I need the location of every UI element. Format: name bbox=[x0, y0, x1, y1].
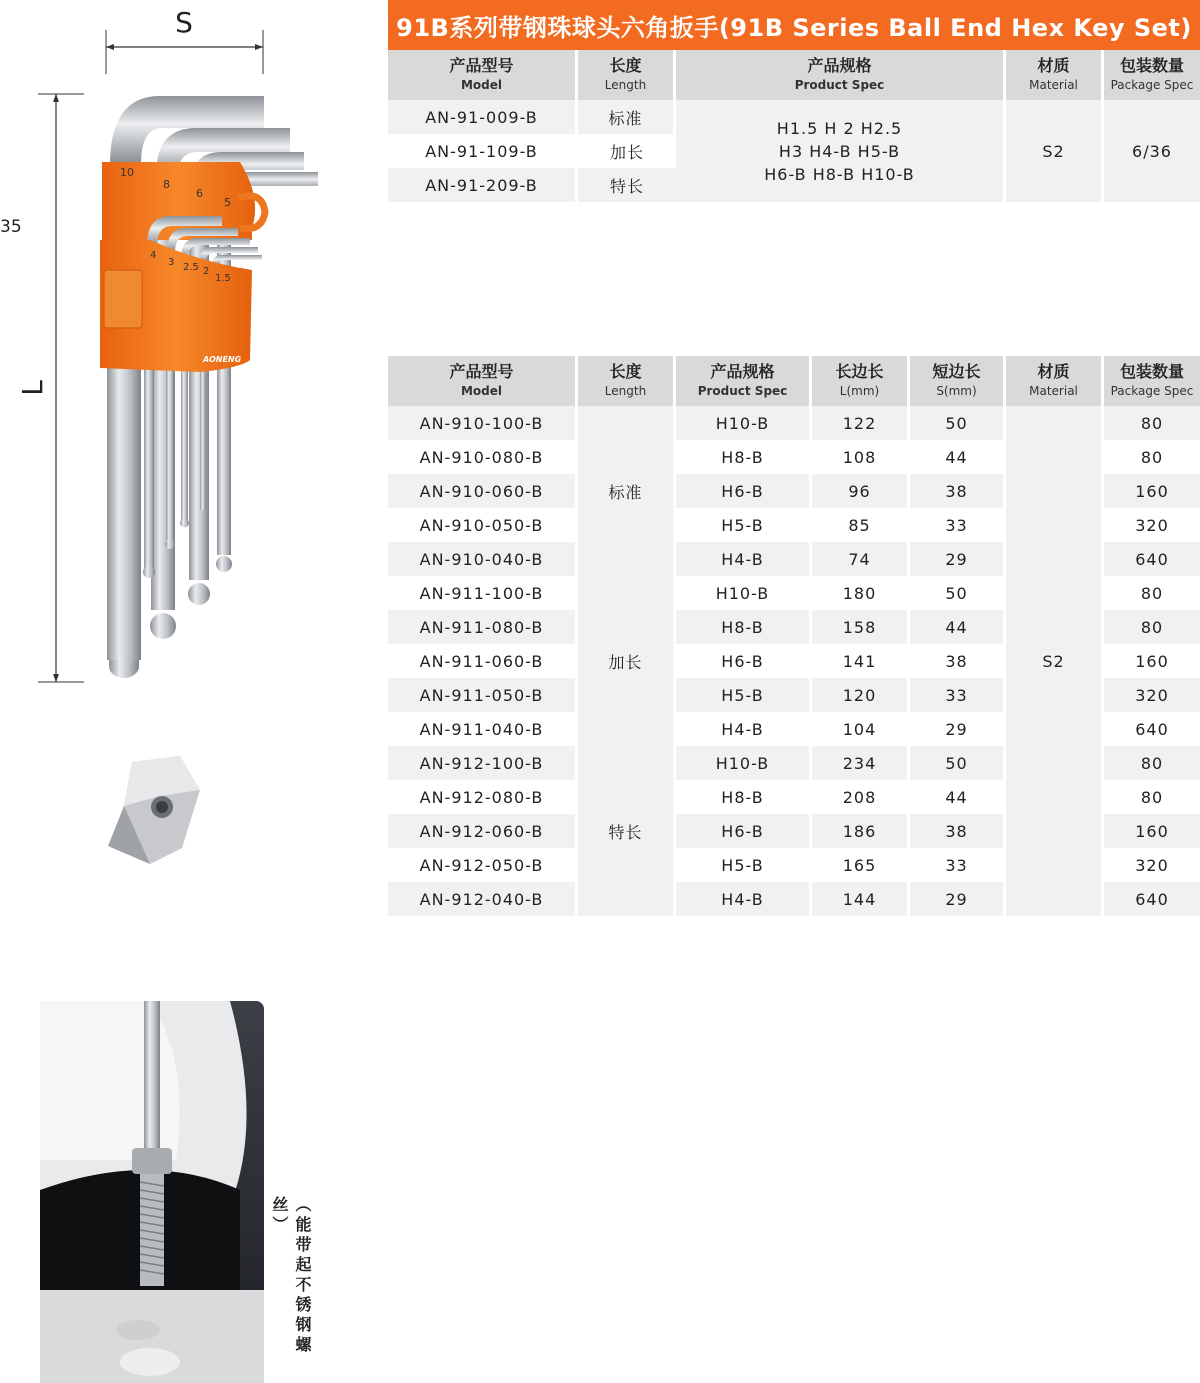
package-cell: 320 bbox=[1104, 848, 1200, 882]
model-cell: AN-910-060-B bbox=[388, 474, 578, 508]
short-side-cell: 33 bbox=[910, 678, 1006, 712]
header-material: 材质 Material bbox=[1006, 356, 1104, 406]
long-side-cell: 108 bbox=[812, 440, 910, 474]
spec-cell: H10-B bbox=[676, 746, 812, 780]
key-5-long-leg bbox=[217, 210, 231, 555]
spec-cell: H10-B bbox=[676, 406, 812, 440]
model-cell: AN-911-080-B bbox=[388, 610, 578, 644]
ball-end-8 bbox=[150, 613, 176, 639]
size-label-8: 8 bbox=[163, 178, 170, 191]
spec-cell: H5-B bbox=[676, 678, 812, 712]
size-label-10: 10 bbox=[120, 166, 134, 179]
ball-end-6 bbox=[188, 583, 210, 605]
size-label-3: 3 bbox=[168, 257, 175, 268]
header-short-side: 短边长 S(mm) bbox=[910, 356, 1006, 406]
model-cell: AN-911-040-B bbox=[388, 712, 578, 746]
set-spec-table bbox=[388, 50, 1200, 202]
size-label-1-5: 1.5 bbox=[215, 273, 231, 284]
long-side-cell: 96 bbox=[812, 474, 910, 508]
package-cell: 160 bbox=[1104, 814, 1200, 848]
short-side-cell: 50 bbox=[910, 746, 1006, 780]
long-side-cell: 144 bbox=[812, 882, 910, 916]
header-length: 长度 Length bbox=[578, 50, 676, 100]
long-side-cell: 141 bbox=[812, 644, 910, 678]
long-side-cell: 165 bbox=[812, 848, 910, 882]
model-cell: AN-910-050-B bbox=[388, 508, 578, 542]
short-side-cell: 38 bbox=[910, 474, 1006, 508]
short-side-cell: 50 bbox=[910, 406, 1006, 440]
model-cell: AN-910-100-B bbox=[388, 406, 578, 440]
package-cell: 160 bbox=[1104, 644, 1200, 678]
model-cell: AN-910-040-B bbox=[388, 542, 578, 576]
model-cell: AN-912-050-B bbox=[388, 848, 578, 882]
package-cell: 160 bbox=[1104, 474, 1200, 508]
model-cell: AN-91-009-B bbox=[388, 100, 578, 134]
product-illustration bbox=[0, 0, 380, 1383]
package-cell: 80 bbox=[1104, 576, 1200, 610]
long-side-cell: 120 bbox=[812, 678, 910, 712]
header-long-side: 长边长 L(mm) bbox=[812, 356, 910, 406]
header-package: 包装数量 Package Spec bbox=[1104, 356, 1200, 406]
short-side-cell: 38 bbox=[910, 814, 1006, 848]
ball-end-5 bbox=[216, 556, 232, 572]
spec-cell: H1.5 H 2 H2.5 H3 H4-B H5-B H6-B H8-B H10-B bbox=[676, 100, 1006, 202]
short-side-cell: 44 bbox=[910, 780, 1006, 814]
table-row bbox=[388, 100, 1200, 134]
short-side-cell: 50 bbox=[910, 576, 1006, 610]
dim-l-label: L bbox=[16, 380, 49, 396]
short-side-cell: 44 bbox=[910, 610, 1006, 644]
length-cell: 标准 bbox=[578, 100, 676, 134]
model-cell: AN-912-100-B bbox=[388, 746, 578, 780]
package-cell: 640 bbox=[1104, 882, 1200, 916]
long-side-cell: 122 bbox=[812, 406, 910, 440]
spec-cell: H4-B bbox=[676, 882, 812, 916]
table-row bbox=[388, 406, 1200, 440]
short-side-cell: 38 bbox=[910, 644, 1006, 678]
ball-end-10 bbox=[109, 660, 139, 678]
model-cell: AN-910-080-B bbox=[388, 440, 578, 474]
long-side-cell: 208 bbox=[812, 780, 910, 814]
short-side-cell: 33 bbox=[910, 848, 1006, 882]
length-group-cell: 特长 bbox=[578, 746, 676, 916]
size-label-6: 6 bbox=[196, 187, 203, 200]
dim-s-label: S bbox=[175, 6, 193, 39]
long-side-cell: 104 bbox=[812, 712, 910, 746]
spec-cell: H10-B bbox=[676, 576, 812, 610]
length-group-cell: 加长 bbox=[578, 576, 676, 746]
spec-cell: H5-B bbox=[676, 848, 812, 882]
length-cell: 加长 bbox=[578, 134, 676, 168]
size-label-2-5: 2.5 bbox=[183, 262, 199, 273]
brand-logo-text: AONENG bbox=[203, 355, 242, 364]
spec-cell: H6-B bbox=[676, 474, 812, 508]
spec-cell: H8-B bbox=[676, 610, 812, 644]
long-side-cell: 74 bbox=[812, 542, 910, 576]
model-cell: AN-91-209-B bbox=[388, 168, 578, 202]
material-cell: S2 bbox=[1006, 406, 1104, 916]
size-label-4: 4 bbox=[150, 250, 157, 261]
ball-end-closeup bbox=[108, 756, 200, 864]
model-cell: AN-911-100-B bbox=[388, 576, 578, 610]
individual-spec-table bbox=[388, 356, 1200, 916]
header-product-spec: 产品规格 Product Spec bbox=[676, 50, 1006, 100]
package-cell: 640 bbox=[1104, 542, 1200, 576]
material-cell: S2 bbox=[1006, 100, 1104, 202]
short-side-cell: 29 bbox=[910, 712, 1006, 746]
model-cell: AN-911-060-B bbox=[388, 644, 578, 678]
model-cell: AN-911-050-B bbox=[388, 678, 578, 712]
package-cell: 320 bbox=[1104, 678, 1200, 712]
spec-cell: H4-B bbox=[676, 542, 812, 576]
short-side-cell: 29 bbox=[910, 542, 1006, 576]
photo-caption: （能带起不锈钢螺丝） bbox=[270, 1196, 312, 1356]
spec-cell: H4-B bbox=[676, 712, 812, 746]
short-side-cell: 44 bbox=[910, 440, 1006, 474]
package-cell: 640 bbox=[1104, 712, 1200, 746]
package-cell: 320 bbox=[1104, 508, 1200, 542]
package-cell: 80 bbox=[1104, 406, 1200, 440]
long-side-cell: 234 bbox=[812, 746, 910, 780]
package-cell: 80 bbox=[1104, 440, 1200, 474]
model-cell: AN-91-109-B bbox=[388, 134, 578, 168]
long-side-cell: 158 bbox=[812, 610, 910, 644]
package-cell: 80 bbox=[1104, 746, 1200, 780]
table-header-row bbox=[388, 356, 1200, 406]
header-material: 材质 Material bbox=[1006, 50, 1104, 100]
header-package: 包装数量 Package Spec bbox=[1104, 50, 1200, 100]
spec-cell: H6-B bbox=[676, 814, 812, 848]
header-model: 产品型号 Model bbox=[388, 356, 578, 406]
length-cell: 特长 bbox=[578, 168, 676, 202]
short-side-cell: 29 bbox=[910, 882, 1006, 916]
length-group-cell: 标准 bbox=[578, 406, 676, 576]
package-cell: 6/36 bbox=[1104, 100, 1200, 202]
header-length: 长度 Length bbox=[578, 356, 676, 406]
size-label-2: 2 bbox=[203, 266, 210, 277]
short-side-cell: 33 bbox=[910, 508, 1006, 542]
long-side-cell: 186 bbox=[812, 814, 910, 848]
cut-number-label: 35 bbox=[0, 217, 22, 237]
usage-photo bbox=[40, 1001, 264, 1383]
spec-cell: H8-B bbox=[676, 780, 812, 814]
spec-cell: H8-B bbox=[676, 440, 812, 474]
package-cell: 80 bbox=[1104, 780, 1200, 814]
header-product-spec: 产品规格 Product Spec bbox=[676, 356, 812, 406]
model-cell: AN-912-060-B bbox=[388, 814, 578, 848]
table-header-row bbox=[388, 50, 1200, 100]
page-title: 91B系列带钢珠球头六角扳手(91B Series Ball End Hex Key Set) bbox=[388, 0, 1200, 50]
spec-cell: H6-B bbox=[676, 644, 812, 678]
long-side-cell: 180 bbox=[812, 576, 910, 610]
header-model: 产品型号 Model bbox=[388, 50, 578, 100]
size-label-5: 5 bbox=[224, 196, 231, 209]
spec-cell: H5-B bbox=[676, 508, 812, 542]
model-cell: AN-912-040-B bbox=[388, 882, 578, 916]
package-cell: 80 bbox=[1104, 610, 1200, 644]
long-side-cell: 85 bbox=[812, 508, 910, 542]
model-cell: AN-912-080-B bbox=[388, 780, 578, 814]
